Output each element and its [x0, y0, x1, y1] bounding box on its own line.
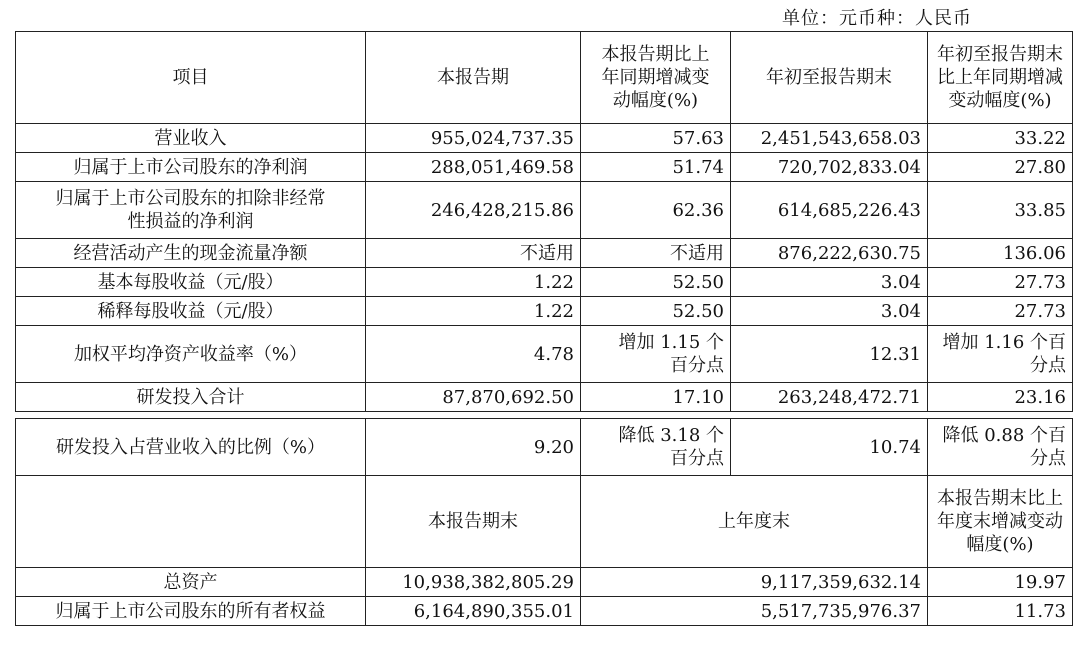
table-row — [16, 268, 1073, 297]
ytd-change-cell: 33.85 — [928, 182, 1073, 239]
item-cell: 经营活动产生的现金流量净额 — [16, 239, 366, 268]
table-row — [16, 419, 1073, 476]
balance-header-period-end: 本报告期末 — [366, 476, 581, 568]
ytd-value-cell: 3.04 — [731, 297, 928, 326]
header-current-change — [581, 32, 731, 124]
current-change-cell-line: 百分点 — [670, 448, 724, 469]
current-change-cell: 51.74 — [581, 153, 731, 182]
current-change-cell: 52.50 — [581, 268, 731, 297]
ytd-value-cell: 720,702,833.04 — [731, 153, 928, 182]
item-cell: 研发投入合计 — [16, 383, 366, 412]
header-current-period: 本报告期 — [366, 32, 581, 124]
header-row — [16, 32, 1073, 124]
header-current-change-line: 年同期增减变 — [601, 67, 710, 88]
financial-data-table — [15, 31, 1073, 626]
ytd-value-cell: 876,222,630.75 — [731, 239, 928, 268]
current-change-cell — [581, 419, 731, 476]
item-cell: 基本每股收益（元/股） — [16, 268, 366, 297]
current-change-cell-line: 增加 1.15 个 — [618, 332, 724, 353]
header-ytd-change-line: 年初至报告期末 — [937, 44, 1063, 65]
current-value-cell: 955,024,737.35 — [366, 124, 581, 153]
balance-header-prior-year-end: 上年度末 — [581, 476, 928, 568]
header-ytd-change-line: 变动幅度(%) — [948, 90, 1052, 111]
table-row — [16, 182, 1073, 239]
header-ytd-change — [928, 32, 1073, 124]
period-end-cell: 6,164,890,355.01 — [366, 597, 581, 626]
table-separator — [16, 412, 1073, 419]
item-cell: 研发投入占营业收入的比例（%） — [16, 419, 366, 476]
balance-header-change-line: 年度末增减变动 — [937, 511, 1063, 532]
ytd-value-cell: 2,451,543,658.03 — [731, 124, 928, 153]
ytd-change-cell: 136.06 — [928, 239, 1073, 268]
current-change-cell-line: 百分点 — [670, 355, 724, 376]
balance-header-row — [16, 476, 1073, 568]
ytd-value-cell: 614,685,226.43 — [731, 182, 928, 239]
unit-note: 单位：元币种：人民币 — [782, 8, 972, 29]
ytd-change-cell-line: 增加 1.16 个百 — [942, 332, 1066, 353]
current-value-cell: 87,870,692.50 — [366, 383, 581, 412]
separator-cell — [16, 412, 1073, 419]
ytd-change-cell-line: 分点 — [1030, 448, 1066, 469]
current-change-cell: 52.50 — [581, 297, 731, 326]
balance-header-change-line: 幅度(%) — [966, 534, 1034, 555]
header-current-change-line: 本报告期比上 — [601, 44, 710, 65]
header-ytd: 年初至报告期末 — [731, 32, 928, 124]
item-cell: 加权平均净资产收益率（%） — [16, 326, 366, 383]
current-value-cell: 4.78 — [366, 326, 581, 383]
balance-header-empty — [16, 476, 366, 568]
change-cell: 11.73 — [928, 597, 1073, 626]
table-row — [16, 153, 1073, 182]
ytd-change-cell — [928, 326, 1073, 383]
header-item: 项目 — [16, 32, 366, 124]
ytd-change-cell: 27.80 — [928, 153, 1073, 182]
balance-row — [16, 568, 1073, 597]
current-change-cell — [581, 326, 731, 383]
current-value-cell: 1.22 — [366, 268, 581, 297]
ytd-value-cell: 12.31 — [731, 326, 928, 383]
header-current-change-line: 动幅度(%) — [612, 90, 699, 111]
ytd-change-cell-line: 降低 0.88 个百 — [942, 425, 1066, 446]
balance-row — [16, 597, 1073, 626]
current-value-cell: 9.20 — [366, 419, 581, 476]
ytd-change-cell: 27.73 — [928, 297, 1073, 326]
ytd-value-cell: 3.04 — [731, 268, 928, 297]
current-value-cell: 1.22 — [366, 297, 581, 326]
table-row — [16, 239, 1073, 268]
ytd-value-cell: 263,248,472.71 — [731, 383, 928, 412]
prior-year-end-cell: 5,517,735,976.37 — [581, 597, 928, 626]
table-row — [16, 297, 1073, 326]
current-change-cell: 17.10 — [581, 383, 731, 412]
table-row — [16, 383, 1073, 412]
change-cell: 19.97 — [928, 568, 1073, 597]
item-cell: 营业收入 — [16, 124, 366, 153]
item-cell: 归属于上市公司股东的净利润 — [16, 153, 366, 182]
header-ytd-change-line: 比上年同期增减 — [937, 67, 1063, 88]
ytd-change-cell: 27.73 — [928, 268, 1073, 297]
item-cell: 总资产 — [16, 568, 366, 597]
current-value-cell: 246,428,215.86 — [366, 182, 581, 239]
current-change-cell: 不适用 — [581, 239, 731, 268]
item-cell: 归属于上市公司股东的所有者权益 — [16, 597, 366, 626]
balance-header-change-line: 本报告期末比上 — [937, 488, 1063, 509]
table-row — [16, 124, 1073, 153]
ytd-value-cell: 10.74 — [731, 419, 928, 476]
current-value-cell: 288,051,469.58 — [366, 153, 581, 182]
current-value-cell: 不适用 — [366, 239, 581, 268]
current-change-cell-line: 降低 3.18 个 — [618, 425, 724, 446]
item-cell — [16, 182, 366, 239]
item-cell-line: 性损益的净利润 — [127, 211, 254, 232]
item-cell: 稀释每股收益（元/股） — [16, 297, 366, 326]
ytd-change-cell: 23.16 — [928, 383, 1073, 412]
ytd-change-cell — [928, 419, 1073, 476]
current-change-cell: 62.36 — [581, 182, 731, 239]
current-change-cell: 57.63 — [581, 124, 731, 153]
table-row — [16, 326, 1073, 383]
balance-header-change — [928, 476, 1073, 568]
item-cell-line: 归属于上市公司股东的扣除非经常 — [55, 188, 326, 209]
period-end-cell: 10,938,382,805.29 — [366, 568, 581, 597]
prior-year-end-cell: 9,117,359,632.14 — [581, 568, 928, 597]
ytd-change-cell-line: 分点 — [1030, 355, 1066, 376]
ytd-change-cell: 33.22 — [928, 124, 1073, 153]
